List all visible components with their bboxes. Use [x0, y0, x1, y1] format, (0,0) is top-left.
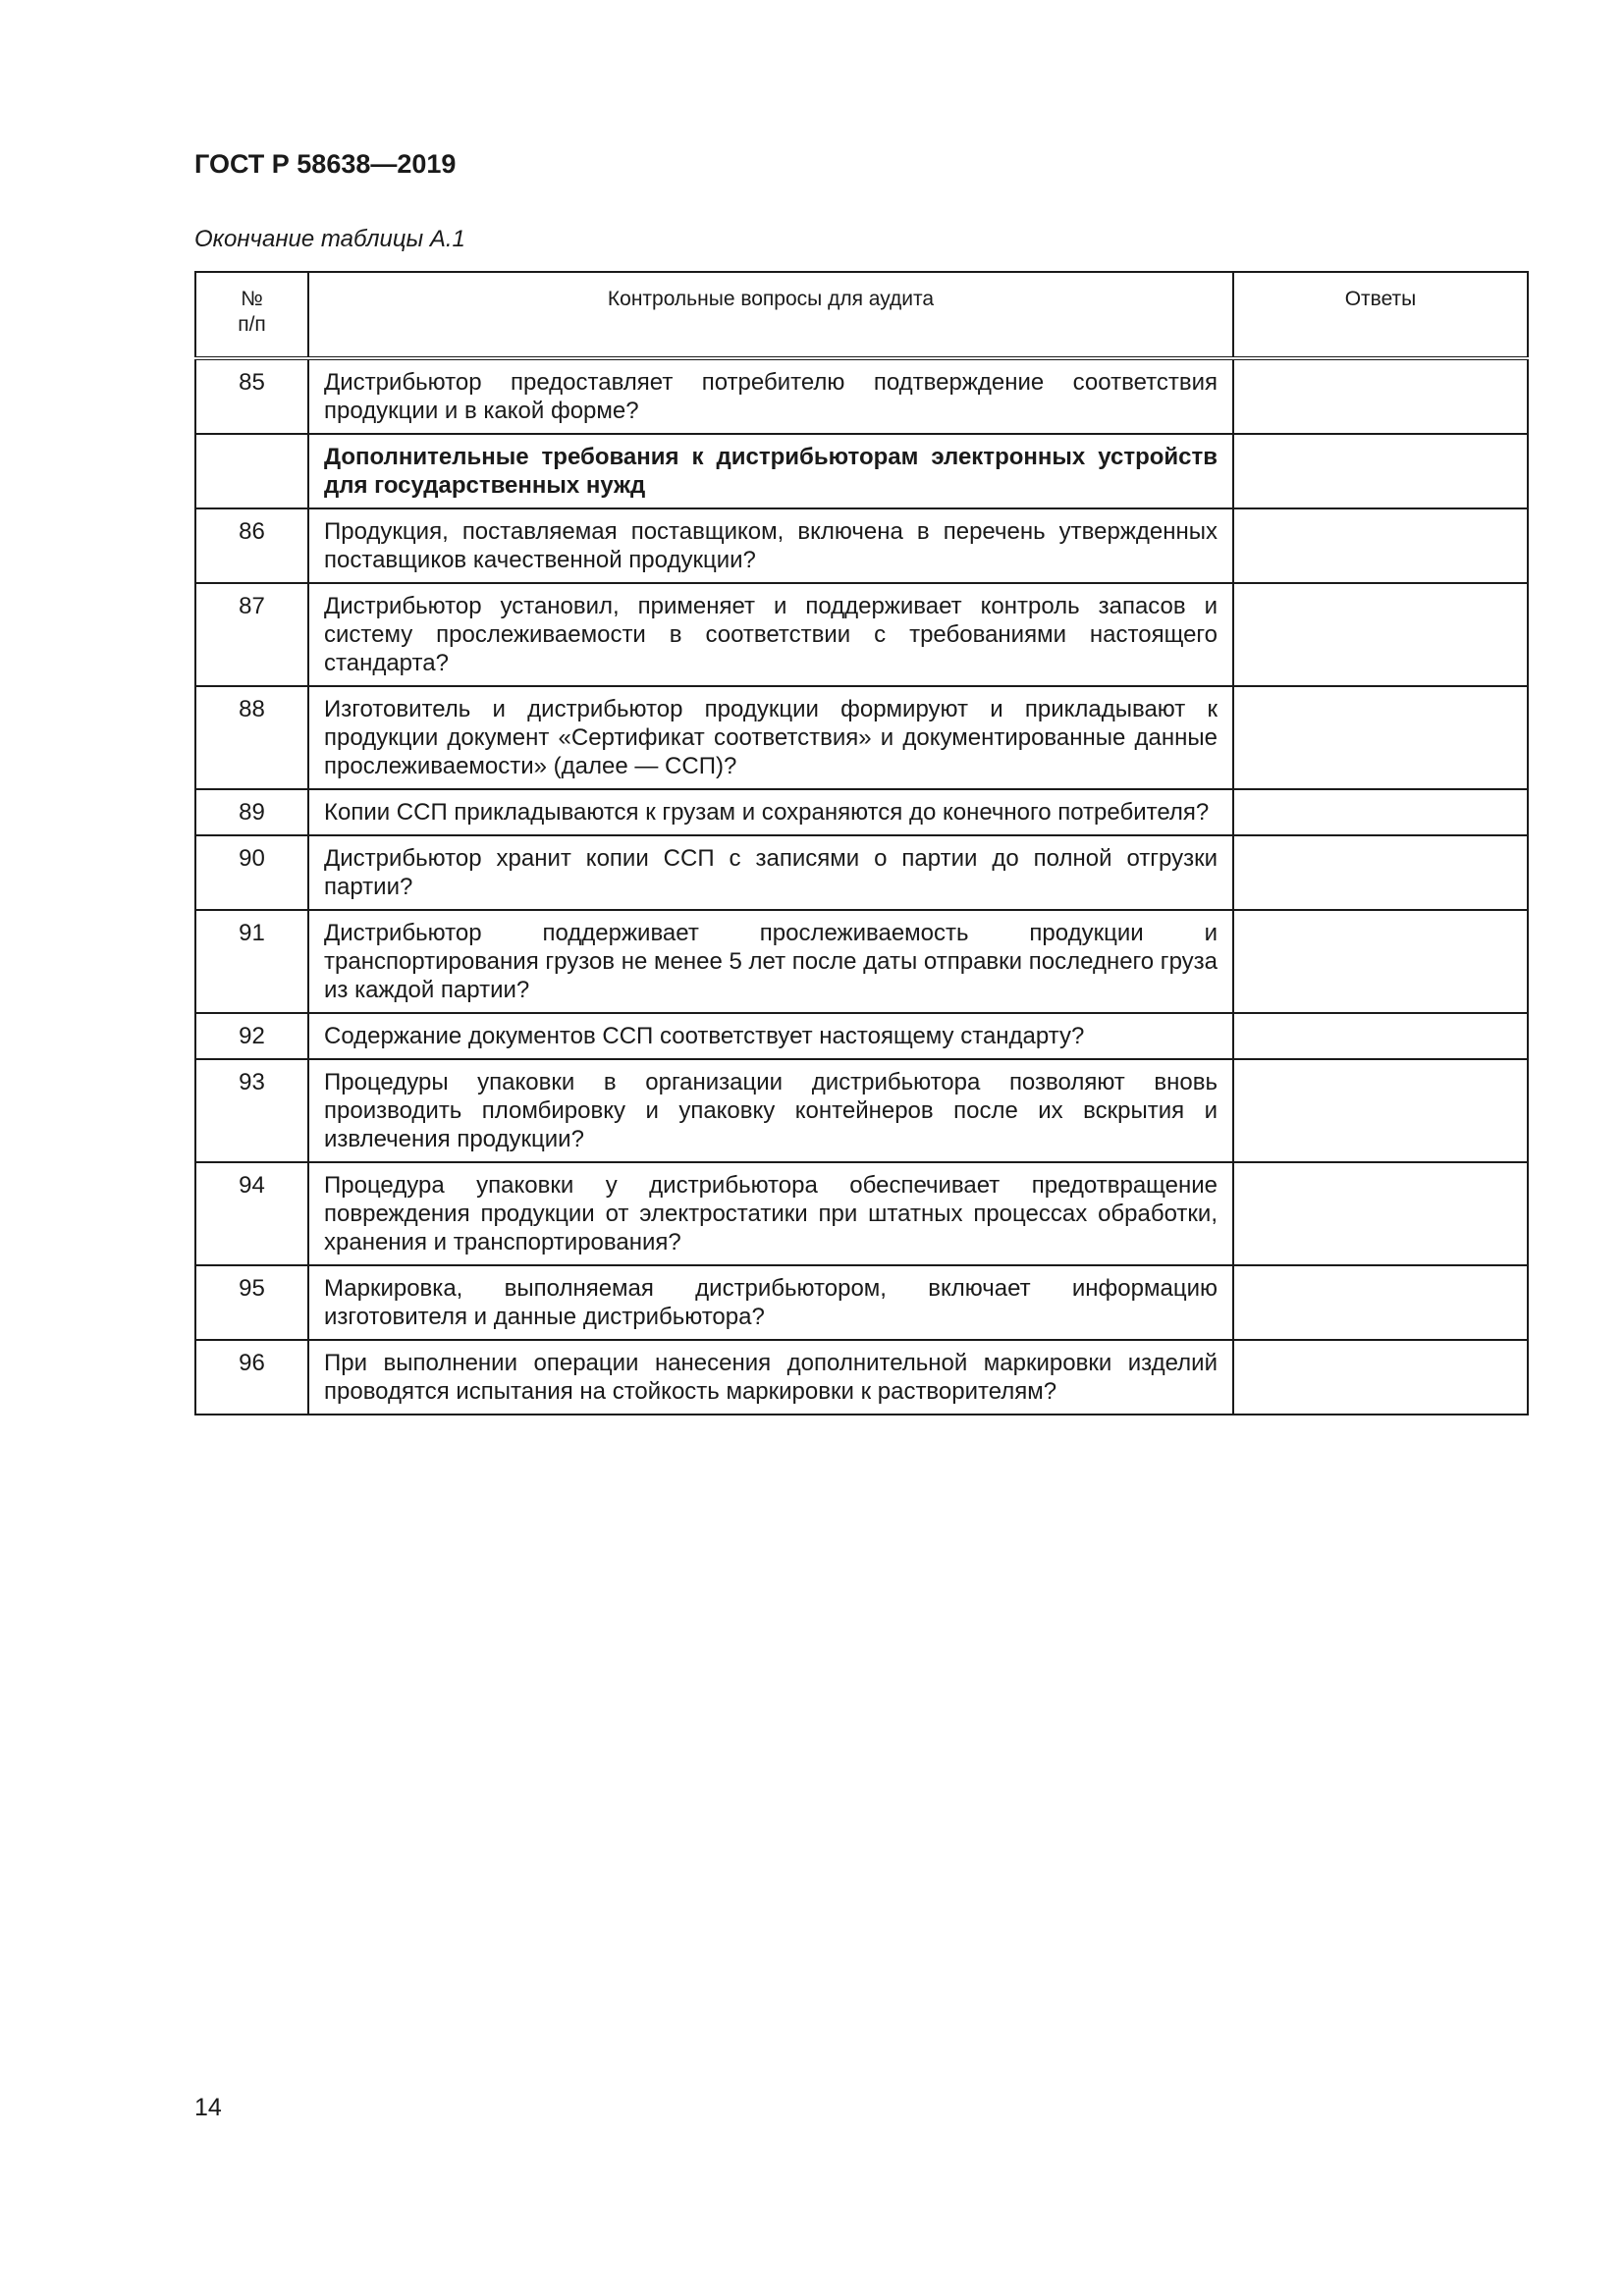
header-num: № п/п — [195, 272, 308, 358]
table-row — [195, 583, 1528, 686]
answer-cell — [1233, 1162, 1528, 1265]
table-row — [195, 910, 1528, 1013]
audit-question: Продукция, поставляемая поставщиком, включена в перечень утвержденных поставщиков качественной продукции? — [308, 508, 1233, 583]
row-number: 94 — [195, 1162, 308, 1265]
answer-cell — [1233, 835, 1528, 910]
table-row — [195, 686, 1528, 789]
audit-question: При выполнении операции нанесения дополнительной маркировки изделий проводятся испытания на стойкость маркировки к растворителям? — [308, 1340, 1233, 1415]
answer-cell — [1233, 1340, 1528, 1415]
row-number: 91 — [195, 910, 308, 1013]
table-row — [195, 1265, 1528, 1340]
audit-question: Процедура упаковки у дистрибьютора обеспечивает предотвращение повреждения продукции от электростатики при штатных процессах обработки, хранения и транспортирования? — [308, 1162, 1233, 1265]
table-row — [195, 1340, 1528, 1415]
table-row — [195, 434, 1528, 508]
section-heading: Дополнительные требования к дистрибьюторам электронных устройств для государственных нужд — [308, 434, 1233, 508]
row-number: 95 — [195, 1265, 308, 1340]
row-number: 87 — [195, 583, 308, 686]
audit-question: Маркировка, выполняемая дистрибьютором, включает информацию изготовителя и данные дистрибьютора? — [308, 1265, 1233, 1340]
answer-cell — [1233, 910, 1528, 1013]
answer-cell — [1233, 686, 1528, 789]
document-code: ГОСТ Р 58638—2019 — [194, 149, 457, 179]
table-row — [195, 789, 1528, 835]
table-row — [195, 1013, 1528, 1059]
table-row — [195, 835, 1528, 910]
row-number: 90 — [195, 835, 308, 910]
answer-cell — [1233, 508, 1528, 583]
table-header-row — [195, 272, 1528, 358]
answer-cell — [1233, 1013, 1528, 1059]
answer-cell — [1233, 1265, 1528, 1340]
audit-question: Копии ССП прикладываются к грузам и сохраняются до конечного потребителя? — [308, 789, 1233, 835]
audit-question: Процедуры упаковки в организации дистрибьютора позволяют вновь производить пломбировку и упаковку контейнеров после их вскрытия и извлечения продукции? — [308, 1059, 1233, 1162]
page-number: 14 — [194, 2094, 222, 2121]
answer-cell — [1233, 358, 1528, 434]
answer-cell — [1233, 789, 1528, 835]
table-row — [195, 508, 1528, 583]
audit-question: Дистрибьютор предоставляет потребителю подтверждение соответствия продукции и в какой форме? — [308, 358, 1233, 434]
audit-question: Дистрибьютор хранит копии ССП с записями о партии до полной отгрузки партии? — [308, 835, 1233, 910]
table-row — [195, 358, 1528, 434]
row-number: 92 — [195, 1013, 308, 1059]
header-answers: Ответы — [1233, 272, 1528, 358]
row-number: 86 — [195, 508, 308, 583]
table-row — [195, 1162, 1528, 1265]
audit-question: Дистрибьютор поддерживает прослеживаемость продукции и транспортирования грузов не менее 5 лет после даты отправки последнего груза из каждой партии? — [308, 910, 1233, 1013]
row-number: 93 — [195, 1059, 308, 1162]
answer-cell — [1233, 583, 1528, 686]
row-number: 85 — [195, 358, 308, 434]
audit-question: Изготовитель и дистрибьютор продукции формируют и прикладывают к продукции документ «Сертификат соответствия» и документированные данные прослеживаемости» (далее — ССП)? — [308, 686, 1233, 789]
row-number — [195, 434, 308, 508]
table-body — [195, 358, 1528, 1415]
row-number: 96 — [195, 1340, 308, 1415]
audit-question: Дистрибьютор установил, применяет и поддерживает контроль запасов и систему прослеживаемости в соответствии с требованиями настоящего стандарта? — [308, 583, 1233, 686]
answer-cell — [1233, 1059, 1528, 1162]
audit-question: Содержание документов ССП соответствует настоящему стандарту? — [308, 1013, 1233, 1059]
table-caption: Окончание таблицы А.1 — [194, 226, 465, 252]
audit-table — [194, 271, 1529, 1415]
table-row — [195, 1059, 1528, 1162]
row-number: 89 — [195, 789, 308, 835]
row-number: 88 — [195, 686, 308, 789]
answer-cell — [1233, 434, 1528, 508]
header-question: Контрольные вопросы для аудита — [308, 272, 1233, 358]
